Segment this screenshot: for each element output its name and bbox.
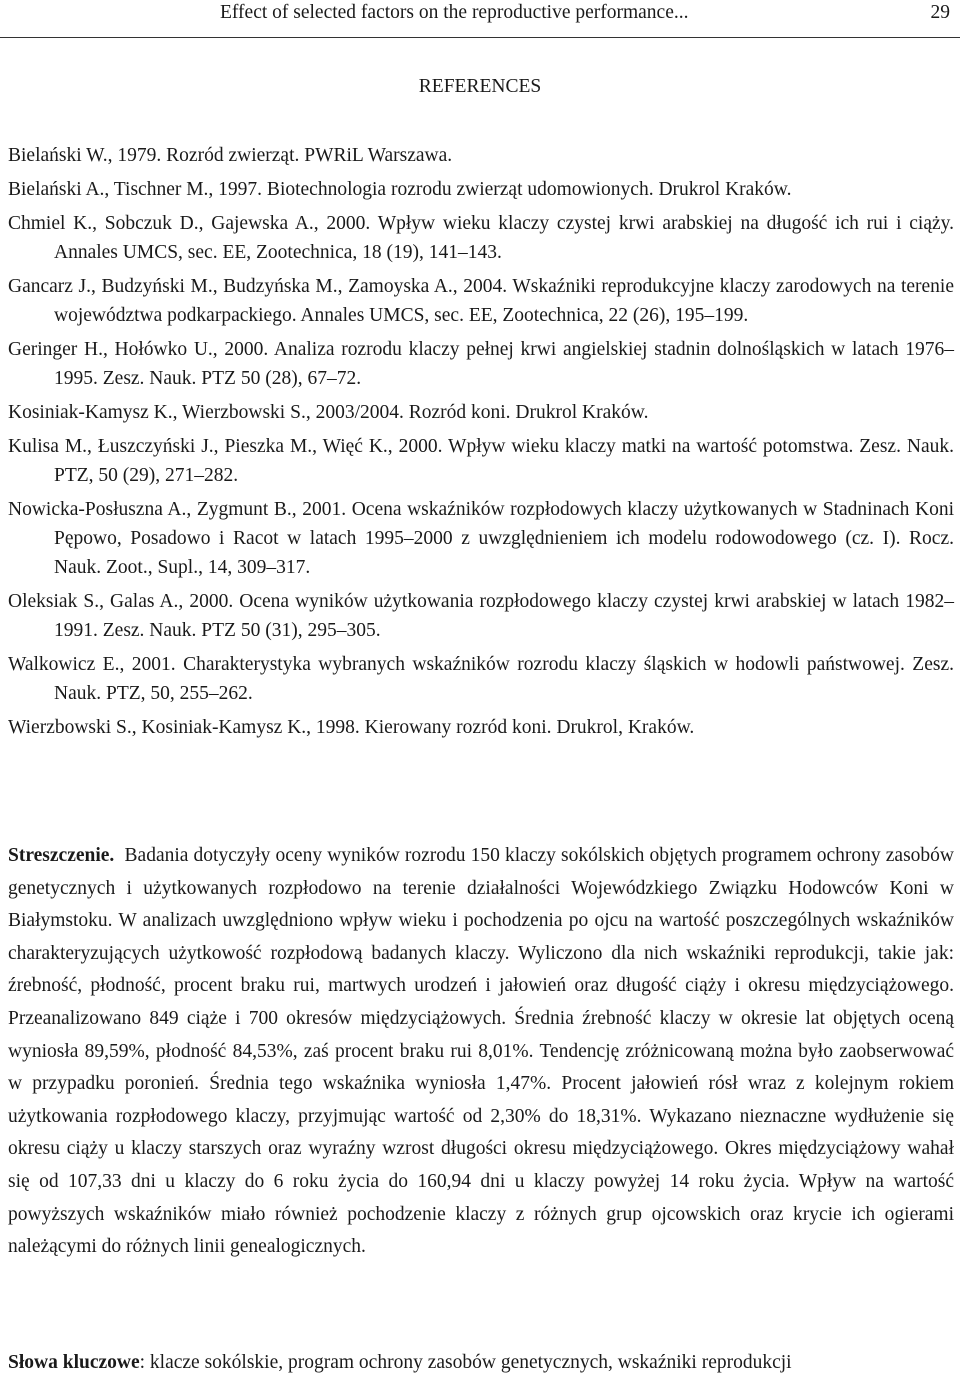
reference-item: Walkowicz E., 2001. Charakterystyka wybranych wskaźników rozrodu klaczy śląskich w hodowli państwowej. Zesz. Nauk. PTZ, 50, 255–262. [8,654,954,704]
reference-item: Wierzbowski S., Kosiniak-Kamysz K., 1998. Kierowany rozród koni. Drukrol, Kraków. [8,717,695,738]
reference-item: Chmiel K., Sobczuk D., Gajewska A., 2000. Wpływ wieku klaczy czystej krwi arabskiej na długość ich rui i ciąży. Annales UMCS, sec. EE, Zootechnica, 18 (19), 141–143. [8,213,954,263]
keywords [8,1348,954,1377]
reference-item: Bielański W., 1979. Rozród zwierząt. PWRiL Warszawa. [8,145,453,166]
reference-item: Gancarz J., Budzyński M., Budzyńska M., Zamoyska A., 2004. Wskaźniki reprodukcyjne klaczy zarodowych na terenie województwa podkarpackiego. Annales UMCS, sec. EE, Zootechnica, 22 (26), 195–199. [8,276,954,326]
page-number: 29 [930,2,950,23]
keywords-label: Słowa kluczowe [8,1352,140,1373]
reference-item: Geringer H., Hołówko U., 2000. Analiza rozrodu klaczy pełnej krwi angielskiej stadnin dolnośląskich w latach 1976–1995. Zesz. Nauk. PTZ 50 (28), 67–72. [8,339,954,389]
references-list [8,141,954,747]
references-heading: REFERENCES [418,76,542,97]
running-header [0,0,960,36]
header-rule [0,37,960,38]
keywords-text: : klacze sokólskie, program ochrony zasobów genetycznych, wskaźniki reprodukcji [139,1352,792,1373]
abstract-label: Streszczenie. [8,845,115,866]
reference-item: Nowicka-Posłuszna A., Zygmunt B., 2001. Ocena wskaźników rozpłodowych klaczy użytkowanych w Stadninach Koni Pępowo, Posadowo i Racot w latach 1995–2000 z uwzględnieniem ich modelu rodowodowego (cz. I). Rocz. Nauk. Zoot., Supl., 14, 309–317. [8,499,954,578]
reference-item: Kulisa M., Łuszczyński J., Pieszka M., Więć K., 2000. Wpływ wieku klaczy matki na wartość potomstwa. Zesz. Nauk. PTZ, 50 (29), 271–282. [8,436,954,486]
running-title: Effect of selected factors on the reproductive performance... [220,2,689,23]
reference-item: Bielański A., Tischner M., 1997. Biotechnologia rozrodu zwierząt udomowionych. Drukrol Kraków. [8,179,792,200]
reference-item: Oleksiak S., Galas A., 2000. Ocena wyników użytkowania rozpłodowego klaczy czystej krwi arabskiej w latach 1982–1991. Zesz. Nauk. PTZ 50 (31), 295–305. [8,591,954,641]
reference-item: Kosiniak-Kamysz K., Wierzbowski S., 2003/2004. Rozród koni. Drukrol Kraków. [8,402,649,423]
abstract-text: Badania dotyczyły oceny wyników rozrodu 150 klaczy sokólskich objętych programem ochrony zasobów genetycznych i użytkowanych rozpłodowo na terenie działalności Wojewódzkiego Związku Hodowców Koni w Białymstoku. W analizach uwzględniono wpływ wieku i pochodzenia po ojcu na wartość poszczególnych wskaźników charakteryzujących użytkowość rozpłodową badanych klaczy. Wyliczono dla nich wskaźniki reprodukcji, takie jak: źrebność, płodność, procent braku rui, martwych urodzeń i jałowień oraz długość ciąży i okresu międzyciążowego. Przeanalizowano 849 ciąże i 700 okresów międzyciążowych. Średnia źrebność klaczy w okresie lat objętych oceną wyniosła 89,59%, płodność 84,53%, zaś procent braku rui 8,01%. Tendencję zróżnicowaną można było zaobserwować w przypadku poronień. Średnia tego wskaźnika wyniosła 1,47%. Procent jałowień rósł wraz z kolejnym rokiem użytkowania rozpłodowego klaczy, przyjmując wartość od 2,30% do 18,31%. Wykazano nieznaczne wydłużenie się okresu ciąży u klaczy starszych oraz wyraźny wzrost długości okresu międzyciążowego. Okres międzyciążowy wahał się od 107,33 dni u klaczy do 6 roku życia do 160,94 dni u klaczy powyżej 14 roku życia. Wpływ na wartość powyższych wskaźników miało również pochodzenie klaczy z różnych grup ojcowskich oraz krycie ich ogierami należącymi do różnych linii genealogicznych. [8,845,954,1258]
abstract [8,840,954,1264]
